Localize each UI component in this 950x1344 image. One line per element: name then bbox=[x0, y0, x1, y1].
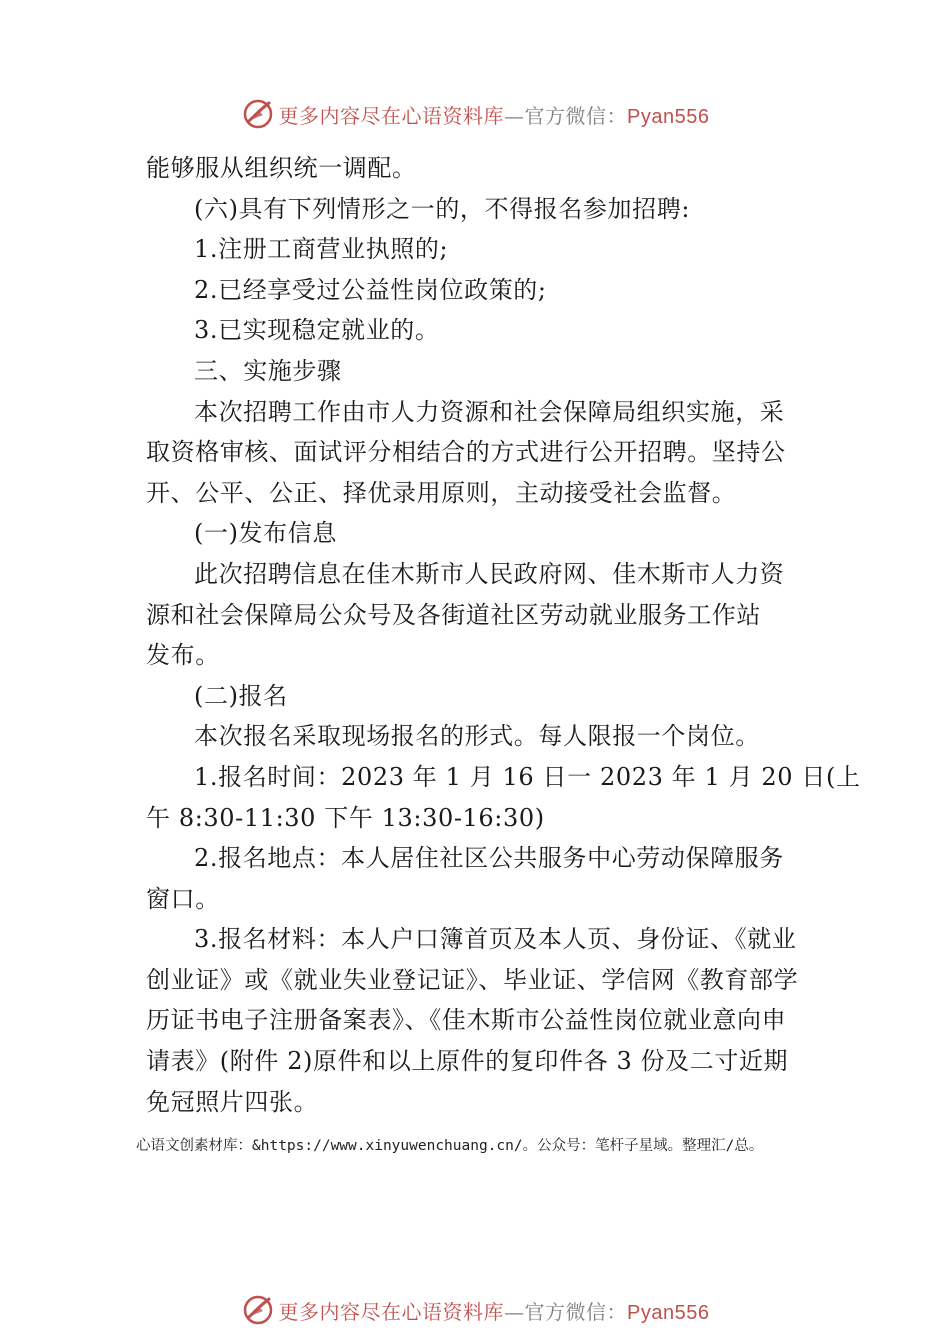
body-line: (六)具有下列情形之一的，不得报名参加招聘: bbox=[194, 194, 691, 223]
banner-text: 更多内容尽在心语资料库—官方微信：Pyan556 bbox=[278, 103, 710, 128]
body-line: 3.已实现稳定就业的。 bbox=[194, 316, 440, 345]
document-body bbox=[146, 148, 861, 1122]
footer-banner bbox=[0, 1290, 950, 1330]
body-line: 本次招聘工作由市人力资源和社会保障局组织实施，采 bbox=[194, 397, 785, 426]
brush-circle-logo-icon bbox=[241, 97, 275, 131]
brush-circle-logo-icon bbox=[241, 1293, 275, 1327]
body-line: 请表》(附件 2)原件和以上原件的复印件各 3 份及二寸近期 bbox=[146, 1047, 789, 1076]
body-line: 1.注册工商营业执照的; bbox=[194, 235, 449, 264]
header-banner bbox=[0, 94, 950, 134]
body-line: 2.报名地点：本人居住社区公共服务中心劳动保障服务 bbox=[194, 844, 784, 873]
body-line: 窗口。 bbox=[146, 884, 220, 913]
body-line: 历证书电子注册备案表》、《佳木斯市公益性岗位就业意向申 bbox=[146, 1006, 787, 1035]
banner-text: 更多内容尽在心语资料库—官方微信：Pyan556 bbox=[278, 1299, 710, 1324]
body-line: 2.已经享受过公益性岗位政策的; bbox=[194, 275, 547, 304]
body-line: 免冠照片四张。 bbox=[146, 1087, 319, 1116]
body-line: 发布。 bbox=[146, 641, 220, 670]
section-heading: 三、实施步骤 bbox=[194, 356, 342, 385]
body-line: 源和社会保障局公众号及各街道社区劳动就业服务工作站 bbox=[146, 600, 761, 629]
body-line: 本次报名采取现场报名的形式。每人限报一个岗位。 bbox=[194, 722, 760, 751]
body-line: 3.报名材料：本人户口簿首页及本人页、身份证、《就业 bbox=[194, 925, 797, 954]
body-line: 能够服从组织统一调配。 bbox=[146, 154, 417, 182]
body-line: 开、公平、公正、择优录用原则，主动接受社会监督。 bbox=[146, 478, 737, 507]
body-line: 创业证》或《就业失业登记证》、毕业证、学信网《教育部学 bbox=[146, 965, 799, 994]
body-line: 午 8:30-11:30 下午 13:30-16:30) bbox=[146, 803, 545, 832]
body-line: 取资格审核、面试评分相结合的方式进行公开招聘。坚持公 bbox=[146, 438, 786, 467]
body-line: 1.报名时间：2023 年 1 月 16 日一 2023 年 1 月 20 日(上 bbox=[194, 762, 861, 791]
subsection-heading: (二)报名 bbox=[194, 681, 288, 710]
body-line: 此次招聘信息在佳木斯市人民政府网、佳木斯市人力资 bbox=[194, 559, 785, 588]
source-note: 心语文创素材库：&https://www.xinyuwenchuang.cn/。公众号：笔杆子星域。整理汇/总。 bbox=[136, 1138, 764, 1154]
subsection-heading: (一)发布信息 bbox=[194, 519, 337, 548]
